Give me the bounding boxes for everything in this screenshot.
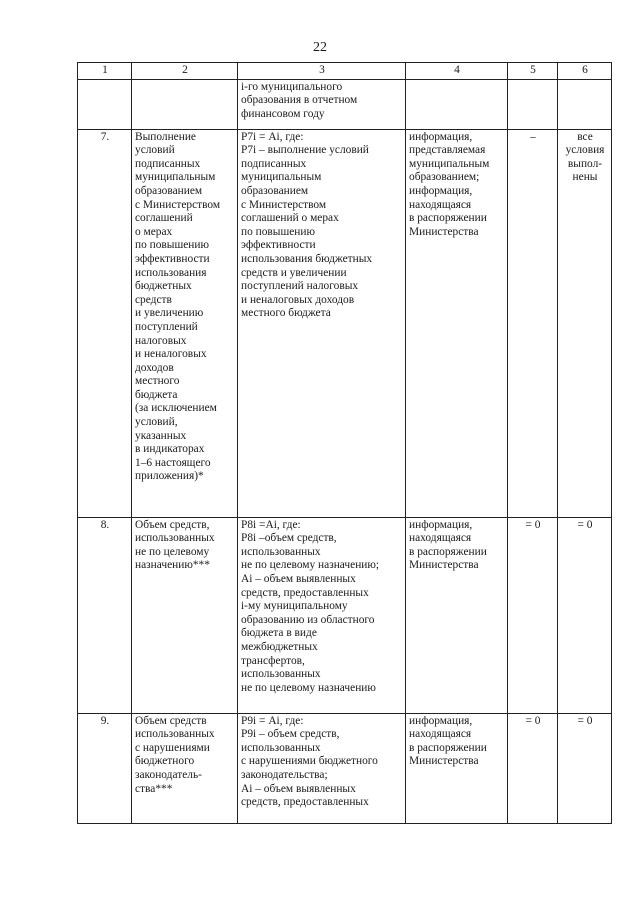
- source-line: находящаяся: [409, 532, 472, 545]
- source-line: представляемая: [409, 144, 486, 157]
- formula-line: использованных: [241, 668, 321, 681]
- indicator-name-line: налоговых: [135, 334, 187, 347]
- indicator-name-line: о мерах: [135, 225, 173, 238]
- indicator-name-line: условий,: [135, 416, 178, 429]
- indicator-name-line: Объем средств,: [135, 518, 210, 531]
- formula-line: финансовом году: [241, 107, 325, 120]
- source-line: информация,: [409, 184, 473, 197]
- target-value-line: = 0: [577, 518, 593, 531]
- formula-line: бюджета в виде: [241, 627, 317, 640]
- source-line: муниципальным: [409, 157, 490, 170]
- source-line: Министерства: [409, 225, 479, 238]
- indicator-name-cell: [132, 713, 238, 823]
- formula-line: поступлений налоговых: [241, 280, 359, 293]
- source-line: в распоряжении: [409, 545, 487, 558]
- indicator-name-line: и увеличению: [135, 307, 204, 320]
- formula-line: местного бюджета: [241, 307, 331, 320]
- source-line: в распоряжении: [409, 212, 487, 225]
- indicator-name-line: использованных: [135, 728, 215, 741]
- indicator-name-line: эффективности: [135, 252, 210, 265]
- header-cell-5: 5: [508, 63, 558, 80]
- indicator-name-line: муниципальным: [135, 171, 216, 184]
- formula-line: и неналоговых доходов: [241, 293, 355, 306]
- header-row: [78, 63, 612, 80]
- indicator-name-line: использованных: [135, 532, 215, 545]
- indicator-name-line: в индикаторах: [135, 443, 205, 456]
- formula-line: не по целевому назначению: [241, 681, 376, 694]
- formula-line: межбюджетных: [241, 640, 318, 653]
- indicator-name-line: бюджета: [135, 388, 178, 401]
- source-line: Министерства: [409, 755, 479, 768]
- header-cell-2: 2: [132, 63, 238, 80]
- threshold-value: = 0: [525, 714, 541, 727]
- indicator-name-cell: [132, 517, 238, 713]
- formula-line: Р9i – объем средств,: [241, 728, 340, 741]
- formula-line: соглашений о мерах: [241, 212, 339, 225]
- indicator-name-cell: [132, 129, 238, 517]
- source-line: Министерства: [409, 559, 479, 572]
- formula-cell: [238, 713, 406, 823]
- row-number-cell: [78, 517, 132, 713]
- target-value-line: условия: [565, 144, 605, 157]
- target-value-line: все: [577, 130, 593, 143]
- header-cell-3: 3: [238, 63, 406, 80]
- source-cell: [406, 713, 508, 823]
- row-number-cell: [78, 79, 132, 129]
- row-number-cell: [78, 713, 132, 823]
- header-cell-6: 6: [558, 63, 612, 80]
- source-line: информация,: [409, 518, 473, 531]
- indicator-name-line: бюджетного: [135, 755, 195, 768]
- indicator-name-line: приложения)*: [135, 470, 204, 483]
- formula-line: средств, предоставленных: [241, 796, 369, 809]
- indicator-name-line: назначению***: [135, 559, 210, 572]
- source-cell: [406, 79, 508, 129]
- indicator-name-line: поступлений: [135, 320, 198, 333]
- threshold-value: = 0: [525, 518, 541, 531]
- target-cell: [558, 517, 612, 713]
- threshold-cell: [508, 79, 558, 129]
- indicator-name-line: по повышению: [135, 239, 209, 252]
- source-cell: [406, 129, 508, 517]
- formula-line: с нарушениями бюджетного: [241, 755, 378, 768]
- indicator-name-line: законодатель-: [135, 768, 202, 781]
- source-line: информация,: [409, 714, 473, 727]
- formula-cell: [238, 517, 406, 713]
- source-line: в распоряжении: [409, 741, 487, 754]
- formula-line: эффективности: [241, 239, 316, 252]
- formula-line: использованных: [241, 741, 321, 754]
- target-cell: [558, 79, 612, 129]
- formula-line: законодательства;: [241, 768, 328, 781]
- threshold-cell: [508, 713, 558, 823]
- source-cell: [406, 517, 508, 713]
- formula-cell: [238, 129, 406, 517]
- formula-line: средств, предоставленных: [241, 586, 369, 599]
- formula-cell: [238, 79, 406, 129]
- formula-line: Р9i = Аi, где:: [241, 714, 304, 727]
- header-cell-4: 4: [406, 63, 508, 80]
- formula-line: Р7i = Аi, где:: [241, 130, 304, 143]
- indicator-name-line: не по целевому: [135, 545, 210, 558]
- formula-line: Р7i – выполнение условий: [241, 144, 369, 157]
- source-line: информация,: [409, 130, 473, 143]
- target-cell: [558, 129, 612, 517]
- indicator-name-line: 1–6 настоящего: [135, 456, 211, 469]
- threshold-cell: [508, 129, 558, 517]
- page-number: 22: [313, 40, 327, 55]
- indicator-name-line: указанных: [135, 429, 187, 442]
- formula-line: трансфертов,: [241, 654, 305, 667]
- indicator-name-line: подписанных: [135, 157, 201, 170]
- indicator-name-line: Объем средств: [135, 714, 207, 727]
- source-line: находящаяся: [409, 198, 472, 211]
- formula-line: муниципальным: [241, 171, 322, 184]
- indicator-name-line: доходов: [135, 361, 174, 374]
- formula-line: использованных: [241, 545, 321, 558]
- target-value-line: выпол-: [567, 157, 603, 170]
- source-line: находящаяся: [409, 728, 472, 741]
- source-line: образованием;: [409, 171, 480, 184]
- indicator-name-line: средств: [135, 293, 172, 306]
- formula-line: образования в отчетном: [241, 94, 358, 107]
- indicator-name-line: Выполнение: [135, 130, 196, 143]
- indicator-name-line: ства***: [135, 782, 173, 795]
- target-value-line: = 0: [577, 714, 593, 727]
- indicator-name-line: условий: [135, 144, 175, 157]
- indicator-name-line: соглашений: [135, 212, 193, 225]
- indicator-name-line: местного: [135, 375, 180, 388]
- indicator-name-line: с нарушениями: [135, 741, 210, 754]
- indicator-name-line: бюджетных: [135, 280, 192, 293]
- row-number: 9.: [100, 714, 110, 727]
- indicator-table: [77, 62, 612, 824]
- formula-line: образованию из областного: [241, 613, 375, 626]
- indicator-name-line: (за исключением: [135, 402, 217, 415]
- table-row: [78, 713, 612, 823]
- row-number: 7.: [100, 130, 110, 143]
- formula-line: i-му муниципальному: [241, 600, 348, 613]
- target-cell: [558, 713, 612, 823]
- target-value-line: нены: [572, 171, 598, 184]
- formula-line: подписанных: [241, 157, 307, 170]
- indicator-name-line: и неналоговых: [135, 348, 207, 361]
- formula-line: Р8i –объем средств,: [241, 532, 337, 545]
- formula-line: не по целевому назначению;: [241, 559, 380, 572]
- table-row: [78, 129, 612, 517]
- threshold-value: –: [530, 130, 536, 143]
- row-number: 8.: [100, 518, 110, 531]
- row-number-cell: [78, 129, 132, 517]
- table-row: [78, 517, 612, 713]
- indicator-name-line: использования: [135, 266, 207, 279]
- formula-line: с Министерством: [241, 198, 327, 211]
- table-body: [78, 79, 612, 823]
- threshold-cell: [508, 517, 558, 713]
- table-row: [78, 79, 612, 129]
- formula-line: Р8i =Аi, где:: [241, 518, 301, 531]
- indicator-name-cell: [132, 79, 238, 129]
- formula-line: образованием: [241, 184, 309, 197]
- formula-line: Аi – объем выявленных: [241, 782, 356, 795]
- indicator-name-line: образованием: [135, 184, 203, 197]
- formula-line: использования бюджетных: [241, 252, 373, 265]
- formula-line: Аi – объем выявленных: [241, 572, 356, 585]
- indicator-name-line: с Министерством: [135, 198, 221, 211]
- formula-line: средств и увеличении: [241, 266, 347, 279]
- formula-line: i-го муниципального: [241, 80, 343, 93]
- formula-line: по повышению: [241, 225, 315, 238]
- header-cell-1: 1: [78, 63, 132, 80]
